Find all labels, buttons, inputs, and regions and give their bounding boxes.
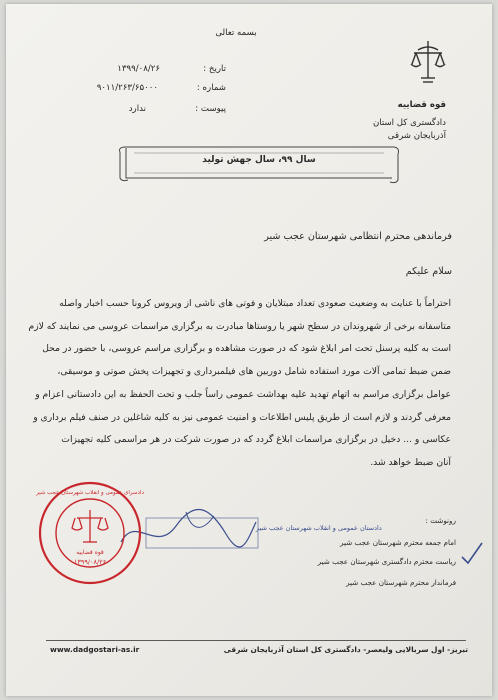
org-province: آذربایجان شرقی [387, 131, 446, 141]
classification-text: بسمه تعالی [215, 28, 257, 38]
copy-recipient: فرماندار محترم شهرستان عجب شیر [346, 578, 456, 587]
date-label: تاریخ : [203, 64, 226, 74]
footer-address: تبریز- اول سربالایی ولیعصر- دادگستری کل استان آذربایجان شرقی [223, 645, 468, 654]
greeting: سلام علیکم [405, 266, 452, 277]
red-stamp-date: ۱۳۹۹/۰۸/۲۶ [73, 558, 107, 566]
checkmark-icon [460, 539, 484, 569]
number-label: شماره : [196, 83, 226, 93]
copy-recipient: ریاست محترم دادگستری شهرستان عجب شیر [317, 557, 456, 566]
attachment-value: ندارد [128, 104, 146, 114]
body-line: آنان ضبط خواهد شد. [370, 456, 451, 468]
judiciary-emblem-icon [408, 38, 448, 84]
date-value: ۱۳۹۹/۰۸/۲۶ [117, 64, 160, 74]
blue-stamp-text: دادستان عمومی و انقلاب شهرستان عجب شیر [256, 524, 382, 532]
copies-label: رونوشت : [425, 516, 456, 525]
body-line: ضمن ضبط تمامی آلات مورد استفاده شامل دوربین های فیلمبرداری و تجهیزات پخش صوتی و موسیقی، [57, 366, 451, 378]
letter-page [6, 4, 492, 696]
footer-website: www.dadgostari-as.ir [50, 645, 140, 654]
body-line: معرفی گردند و لازم است از طریق پلیس اطلاعات و امنیت عمومی نیز به کلیه شاغلین در صنف فیلم برداری و [33, 411, 451, 423]
body-line: متاسفانه برخی از شهروندان در سطح شهر یا روستاها مبادرت به برگزاری مراسمات عروسی می نمایند که لازم [28, 320, 451, 332]
court-seal-stamp [37, 480, 143, 586]
body-line: احتراماً با عنایت به وضعیت صعودی تعداد مبتلایان و فوتی های ناشی از ویروس کرونا حسب اخبار واصله [59, 298, 451, 309]
body-line: عکاسی و ... دخیل در برگزاری مراسمات ابلاغ گردد که در صورت شرکت در هر مراسمی کلیه تجهیزات [61, 434, 451, 446]
copy-recipient: امام جمعه محترم شهرستان عجب شیر [339, 538, 456, 547]
body-line: عوامل برگزاری مراسم به اتهام تهدید علیه بهداشت عمومی راساً جلب و تحت الحفظ به این دادستانی اعزام و [35, 388, 451, 400]
org-name: قوه قضاییه [397, 100, 446, 110]
number-value: ۹۰۱۱/۲۶۳/۶۵۰۰۰ [96, 83, 158, 93]
letter-body [28, 293, 451, 475]
red-stamp-ring-text: دادسرای عمومی و انقلاب شهرستان عجب شیر [36, 490, 144, 496]
body-line: است به کلیه پرسنل تحت امر ابلاغ شود که در صورت مشاهده و برگزاری مراسم عروسی، با حضور در محل [42, 343, 451, 355]
org-subtitle: دادگستری کل استان [372, 118, 446, 128]
attachment-label: پیوست : [195, 104, 226, 114]
footer-divider [46, 640, 466, 641]
red-stamp-mid: قوه قضاییه [76, 549, 104, 556]
recipient: فرماندهی محترم انتظامی شهرستان عجب شیر [264, 231, 452, 242]
banner-text: سال ۹۹، سال جهش تولید [202, 155, 316, 165]
